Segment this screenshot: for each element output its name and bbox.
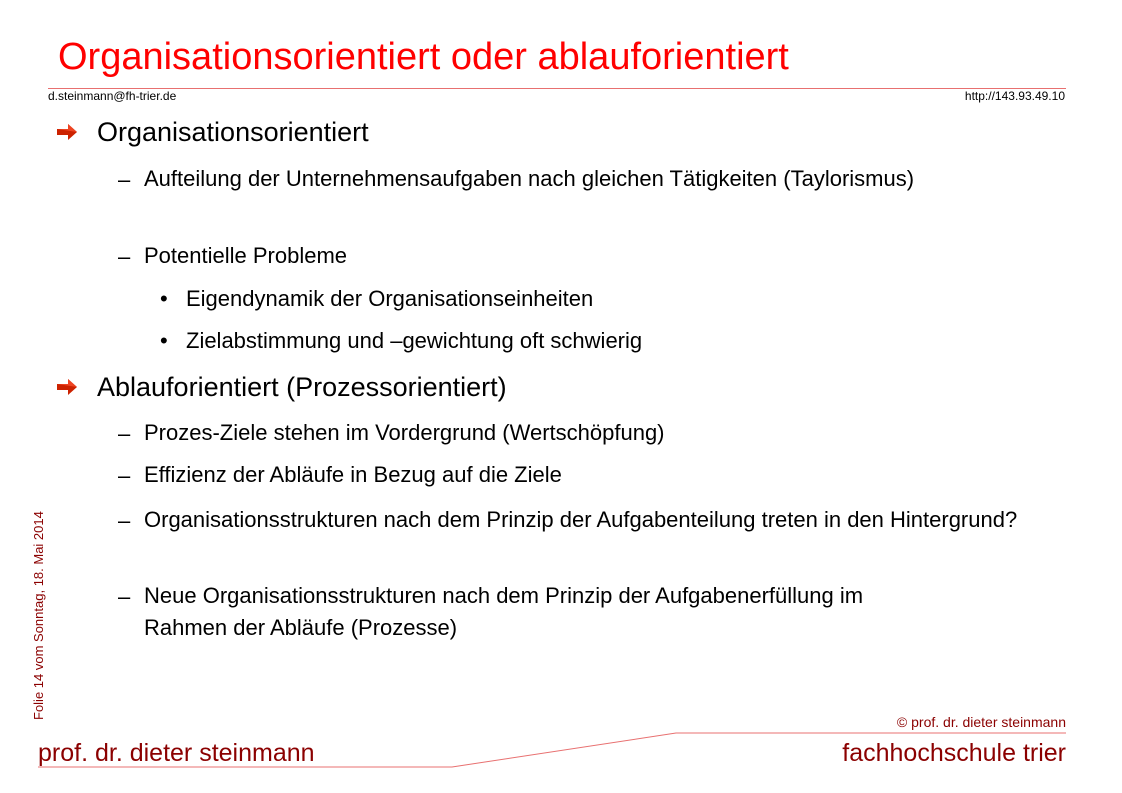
copyright-note: © prof. dr. dieter steinmann (896, 714, 1066, 730)
list-item: Effizienz der Abläufe in Bezug auf die Ziele (144, 462, 562, 487)
red-arrow-bullet-icon (57, 124, 77, 140)
dash-bullet: – (118, 421, 131, 446)
list-item: Organisationsstrukturen nach dem Prinzip der Aufgabenteilung treten in den Hintergrund? (144, 507, 1018, 532)
dash-bullet: – (118, 244, 131, 269)
red-arrow-bullet-icon (57, 379, 77, 395)
title-divider (48, 88, 1066, 89)
dash-bullet: – (118, 167, 131, 192)
dash-bullet: – (118, 508, 131, 533)
header-email: d.steinmann@fh-trier.de (48, 89, 177, 103)
section-heading-organisationsorientiert: Organisationsorientiert (97, 117, 369, 147)
dash-bullet: – (118, 584, 131, 609)
sub-list-item: Eigendynamik der Organisationseinheiten (186, 286, 594, 311)
footer-author: prof. dr. dieter steinmann (38, 739, 315, 767)
slide-title: Organisationsorientiert oder ablauforientiert (58, 36, 789, 78)
list-item: Prozes-Ziele stehen im Vordergrund (Wertschöpfung) (144, 420, 665, 445)
list-item: Neue Organisationsstrukturen nach dem Prinzip der Aufgabenerfüllung im Rahmen der Abläufe (Prozesse) (144, 583, 864, 640)
dot-bullet: • (160, 286, 168, 311)
list-item: Potentielle Probleme (144, 243, 348, 268)
dash-bullet: – (118, 463, 131, 488)
footer-institution: fachhochschule trier (842, 739, 1066, 767)
section-heading-ablauforientiert: Ablauforientiert (Prozessorientiert) (97, 372, 507, 402)
slide-number-note: Folie 14 vom Sonntag, 18. Mai 2014 (31, 511, 46, 720)
header-url: http://143.93.49.10 (964, 89, 1065, 103)
sub-list-item: Zielabstimmung und –gewichtung oft schwierig (186, 328, 643, 353)
list-item: Aufteilung der Unternehmensaufgaben nach gleichen Tätigkeiten (Taylorismus) (144, 166, 915, 191)
dot-bullet: • (160, 328, 168, 353)
